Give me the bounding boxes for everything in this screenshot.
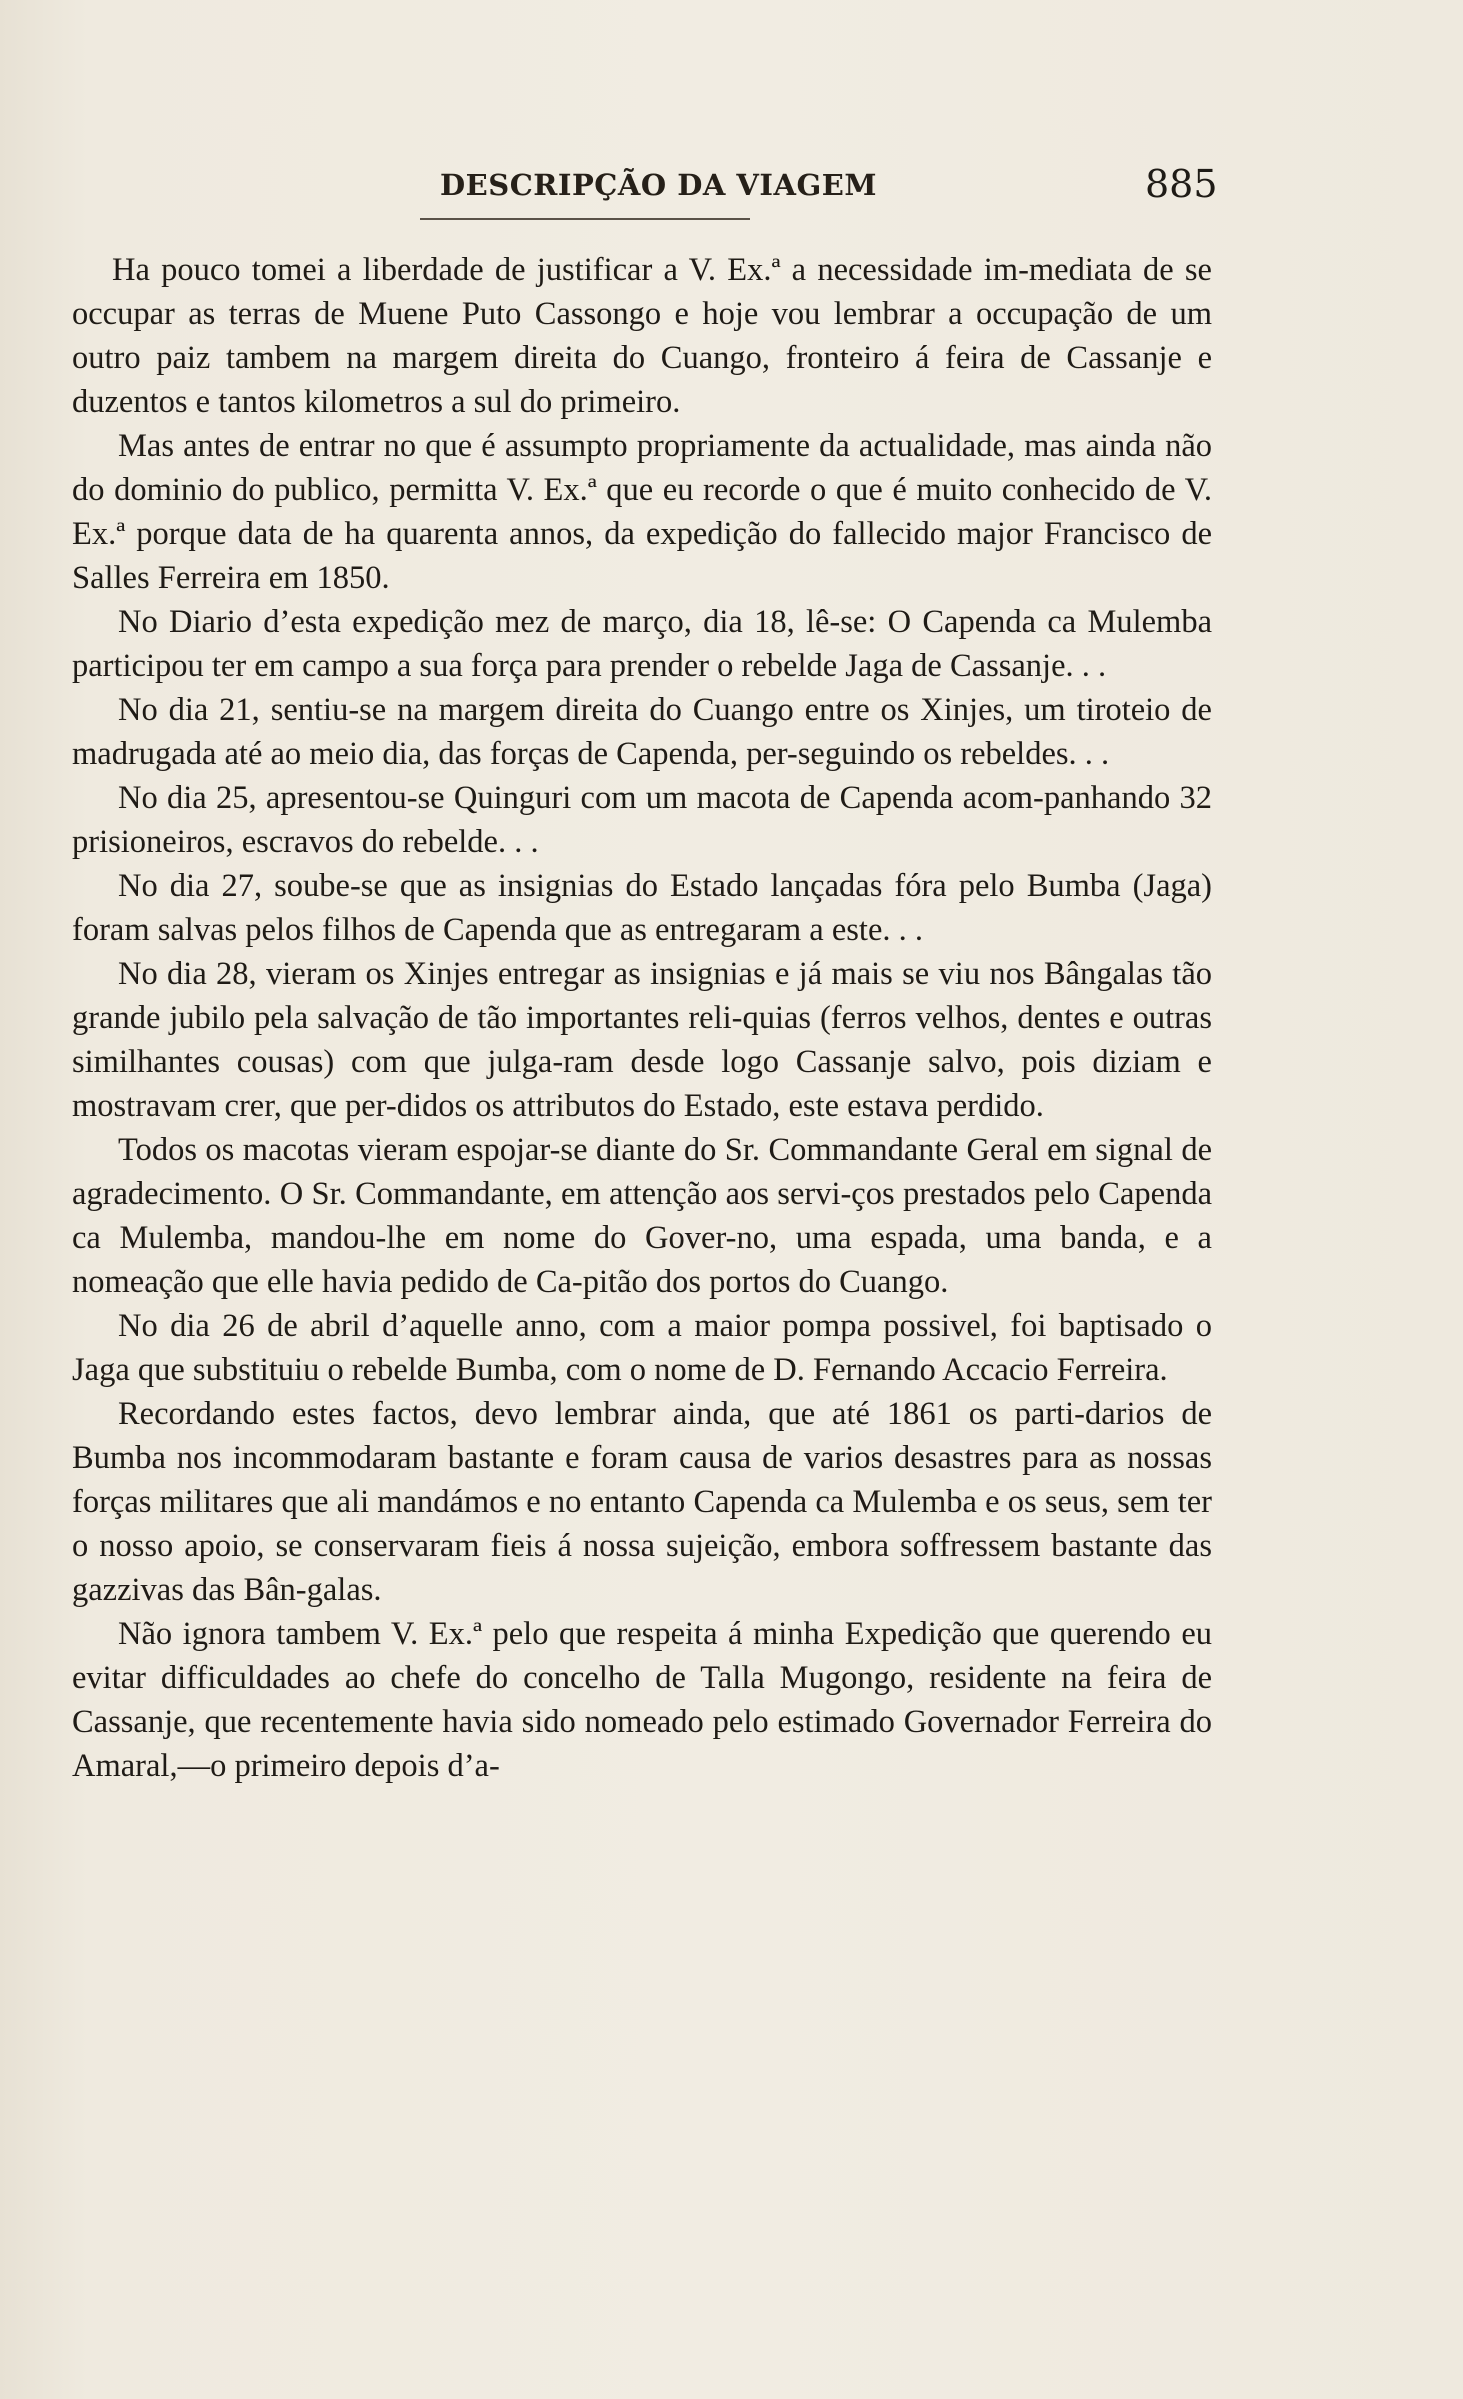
paragraph: Não ignora tambem V. Ex.ª pelo que respeita á minha Expedição que querendo eu evitar difficuldades ao chefe do concelho de Talla Mugongo, residente na feira de Cassanje, que recentemente havia sido nomeado pelo estimado Governador Ferreira do Amaral,—o primeiro depois d’a- xyxy=(72,1616,1212,1784)
paragraph: No dia 28, vieram os Xinjes entregar as insignias e já mais se viu nos Bângalas tão grande jubilo pela salvação de tão importantes reli-quias (ferros velhos, dentes e outras similhantes cousas) com que julga-ram desde logo Cassanje salvo, pois diziam e mostravam crer, que per-didos os attributos do Estado, este estava perdido. xyxy=(72,956,1212,1124)
paragraph: No dia 27, soube-se que as insignias do Estado lançadas fóra pelo Bumba (Jaga) foram salvas pelos filhos de Capenda que as entregaram a este. . . xyxy=(72,868,1212,948)
paragraph: Ha pouco tomei a liberdade de justificar a V. Ex.ª a necessidade im-mediata de se occupar as terras de Muene Puto Cassongo e hoje vou lembrar a occupação de um outro paiz tambem na margem direita do Cuango, fronteiro á feira de Cassanje e duzentos e tantos kilometros a sul do primeiro. xyxy=(72,252,1212,420)
paragraph: Recordando estes factos, devo lembrar ainda, que até 1861 os parti-darios de Bumba nos incommodaram bastante e foram causa de varios desastres para as nossas forças militares que ali mandámos e no entanto Capenda ca Mulemba e os seus, sem ter o nosso apoio, se conservaram fieis á nossa sujeição, embora soffressem bastante das gazzivas das Bân-galas. xyxy=(72,1396,1212,1608)
body-text xyxy=(72,248,1212,1788)
paragraph: No dia 25, apresentou-se Quinguri com um macota de Capenda acom-panhando 32 prisioneiros, escravos do rebelde. . . xyxy=(72,780,1212,860)
paragraph: Mas antes de entrar no que é assumpto propriamente da actualidade, mas ainda não do dominio do publico, permitta V. Ex.ª que eu recorde o que é muito conhecido de V. Ex.ª porque data de ha quarenta annos, da expedição do fallecido major Francisco de Salles Ferreira em 1850. xyxy=(72,428,1212,596)
paragraph: No Diario d’esta expedição mez de março, dia 18, lê-se: O Capenda ca Mulemba participou ter em campo a sua força para prender o rebelde Jaga de Cassanje. . . xyxy=(72,604,1212,684)
header-rule xyxy=(420,218,750,220)
page-header xyxy=(0,160,1463,220)
paragraph: No dia 21, sentiu-se na margem direita do Cuango entre os Xinjes, um tiroteio de madrugada até ao meio dia, das forças de Capenda, per-seguindo os rebeldes. . . xyxy=(72,692,1212,772)
paragraph: No dia 26 de abril d’aquelle anno, com a maior pompa possivel, foi baptisado o Jaga que substituiu o rebelde Bumba, com o nome de D. Fernando Accacio Ferreira. xyxy=(72,1308,1212,1388)
paragraph: Todos os macotas vieram espojar-se diante do Sr. Commandante Geral em signal de agradecimento. O Sr. Commandante, em attenção aos servi-ços prestados pelo Capenda ca Mulemba, mandou-lhe em nome do Gover-no, uma espada, uma banda, e a nomeação que elle havia pedido de Ca-pitão dos portos do Cuango. xyxy=(72,1132,1212,1300)
page-number: 885 xyxy=(1145,162,1218,206)
running-head: DESCRIPÇÃO DA VIAGEM xyxy=(440,168,877,202)
